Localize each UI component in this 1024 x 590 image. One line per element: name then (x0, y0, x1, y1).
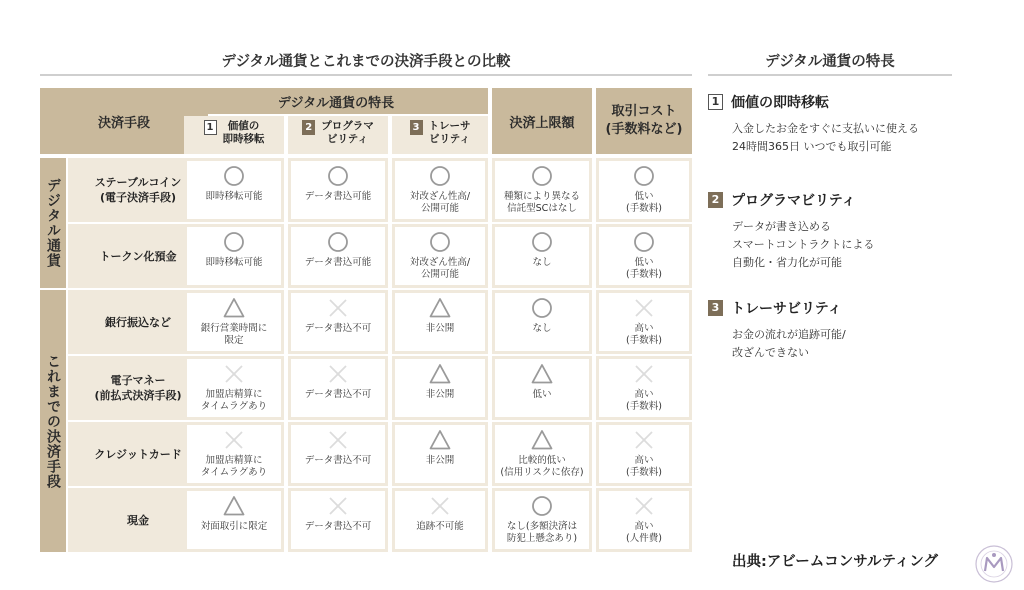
feature-body: データが書き込める スマートコントラクトによる 自動化・省力化が可能 (732, 220, 875, 269)
table-cell (288, 224, 388, 288)
cell-text: 比較的低い (信用リスクに依存) (500, 455, 584, 478)
triangle-mark-icon (429, 297, 451, 319)
subheader-feature-1 (184, 116, 284, 154)
table-cell (184, 224, 284, 288)
cell-content (187, 227, 281, 285)
comparison-title: デジタル通貨とこれまでの決済手段との比較 (221, 54, 511, 70)
header-method: 決済手段 (40, 88, 208, 154)
cell-text: 非公開 (425, 323, 455, 334)
cell-text: 追跡不可能 (416, 521, 464, 532)
cell-text: データ書込不可 (304, 323, 372, 334)
cell-content (495, 161, 589, 219)
table-cell (596, 422, 692, 486)
triangle-mark-icon (223, 297, 245, 319)
cell-text: なし(多額決済は 防犯上懸念あり) (506, 521, 578, 544)
table-cell (392, 422, 488, 486)
cross-mark-icon (633, 429, 655, 451)
table-cell (492, 422, 592, 486)
feature-2 (708, 190, 968, 272)
table-cell (492, 224, 592, 288)
cross-mark-icon (327, 297, 349, 319)
cross-mark-icon (633, 363, 655, 385)
features-divider (708, 74, 952, 76)
table-cell (288, 158, 388, 222)
cell-text: なし (532, 257, 552, 268)
row-label: クレジットカード (68, 422, 208, 486)
category-traditional: これまでの決済手段 (40, 290, 66, 552)
table-cell (596, 290, 692, 354)
circle-mark-icon (327, 231, 349, 253)
circle-mark-icon (633, 165, 655, 187)
cross-mark-icon (633, 297, 655, 319)
cell-content (187, 425, 281, 483)
table-cell (392, 488, 488, 552)
cell-text: なし (532, 323, 552, 334)
cell-content (599, 227, 689, 285)
cell-content (187, 293, 281, 351)
cell-text: 加盟店精算に タイムラグあり (200, 455, 268, 478)
table-cell (184, 356, 284, 420)
cell-text: 高い (手数料) (626, 323, 662, 346)
cell-content (599, 425, 689, 483)
circle-mark-icon (327, 165, 349, 187)
table-cell (492, 158, 592, 222)
comparison-table (40, 88, 692, 550)
feature-number: 1 (204, 120, 217, 135)
feature-3 (708, 298, 968, 362)
feature-number: 3 (410, 120, 423, 135)
table-cell (288, 488, 388, 552)
cross-mark-icon (327, 429, 349, 451)
table-cell (184, 488, 284, 552)
row-label: 電子マネー (前払式決済手段) (68, 356, 208, 420)
feature-title: プログラマビリティ (731, 193, 856, 209)
row-label: トークン化預金 (68, 224, 208, 288)
college-logo-icon (974, 544, 1014, 584)
cell-content (599, 161, 689, 219)
cell-text: データ書込可能 (304, 191, 372, 202)
cell-content (187, 359, 281, 417)
cell-text: 非公開 (425, 455, 455, 466)
cross-mark-icon (223, 429, 245, 451)
cell-text: データ書込不可 (304, 455, 372, 466)
table-cell (392, 224, 488, 288)
table-cell (596, 488, 692, 552)
row-label: 現金 (68, 488, 208, 552)
subheader-feature-3 (392, 116, 488, 154)
cell-content (599, 491, 689, 549)
cell-content (395, 161, 485, 219)
cross-mark-icon (327, 495, 349, 517)
cell-content (291, 359, 385, 417)
cell-text: 加盟店精算に タイムラグあり (200, 389, 268, 412)
cell-content (291, 161, 385, 219)
table-cell (288, 356, 388, 420)
cell-content (395, 293, 485, 351)
cell-content (395, 227, 485, 285)
cell-content (495, 293, 589, 351)
cell-text: 対面取引に限定 (200, 521, 268, 532)
cell-text: データ書込可能 (304, 257, 372, 268)
row-label: ステーブルコイン (電子決済手段) (68, 158, 208, 222)
cell-content (291, 425, 385, 483)
cell-content (395, 359, 485, 417)
cross-mark-icon (429, 495, 451, 517)
triangle-mark-icon (429, 363, 451, 385)
cell-content (291, 293, 385, 351)
source-credit: 出典:アビームコンサルティング (732, 554, 939, 570)
table-cell (392, 290, 488, 354)
table-cell (596, 356, 692, 420)
cell-content (291, 491, 385, 549)
feature-body: お金の流れが追跡可能/ 改ざんできない (732, 328, 846, 359)
feature-1 (708, 92, 968, 156)
title-divider (40, 74, 692, 76)
table-cell (392, 356, 488, 420)
cross-mark-icon (223, 363, 245, 385)
table-cell (288, 422, 388, 486)
cell-text: 高い (手数料) (626, 455, 662, 478)
cell-content (495, 491, 589, 549)
cell-text: 銀行営業時間に 限定 (200, 323, 268, 346)
circle-mark-icon (531, 495, 553, 517)
table-cell (184, 158, 284, 222)
features-title: デジタル通貨の特長 (765, 54, 895, 70)
cell-content (599, 293, 689, 351)
cell-text: 低い (532, 389, 552, 400)
circle-mark-icon (633, 231, 655, 253)
cell-text: 低い (手数料) (626, 257, 662, 280)
feature-title: 価値の即時移転 (731, 95, 829, 111)
cell-content (495, 227, 589, 285)
cell-text: データ書込不可 (304, 389, 372, 400)
feature-title: トレーサビリティ (731, 301, 842, 317)
cell-content (599, 359, 689, 417)
cell-text: 低い (手数料) (626, 191, 662, 214)
header-limit: 決済上限額 (492, 88, 592, 154)
triangle-mark-icon (223, 495, 245, 517)
feature-number: 2 (302, 120, 315, 135)
feature-number: 2 (708, 192, 723, 208)
cell-content (187, 491, 281, 549)
row-label: 銀行振込など (68, 290, 208, 354)
triangle-mark-icon (531, 363, 553, 385)
table-cell (492, 290, 592, 354)
cell-text: 高い (人件費) (626, 521, 662, 544)
triangle-mark-icon (429, 429, 451, 451)
table-cell (184, 422, 284, 486)
table-cell (492, 488, 592, 552)
circle-mark-icon (429, 165, 451, 187)
subheader-label: トレーサ ビリティ (428, 120, 471, 145)
category-digital: デジタル通貨 (40, 158, 66, 288)
circle-mark-icon (429, 231, 451, 253)
table-cell (288, 290, 388, 354)
cell-content (495, 425, 589, 483)
circle-mark-icon (223, 231, 245, 253)
cell-content (495, 359, 589, 417)
circle-mark-icon (531, 231, 553, 253)
cell-text: 高い (手数料) (626, 389, 662, 412)
cell-text: 対改ざん性高/ 公開可能 (409, 257, 471, 280)
subheader-label: 価値の 即時移転 (222, 120, 265, 145)
table-cell (392, 158, 488, 222)
header-cost: 取引コスト (手数料など) (596, 88, 692, 154)
circle-mark-icon (531, 165, 553, 187)
table-cell (596, 158, 692, 222)
cell-content (395, 425, 485, 483)
cell-text: 即時移転可能 (205, 257, 263, 268)
cell-text: 対改ざん性高/ 公開可能 (409, 191, 471, 214)
triangle-mark-icon (531, 429, 553, 451)
cell-content (395, 491, 485, 549)
table-cell (596, 224, 692, 288)
subheader-feature-2 (288, 116, 388, 154)
cell-text: データ書込不可 (304, 521, 372, 532)
header-digital-features: デジタル通貨の特長 (184, 88, 488, 114)
circle-mark-icon (223, 165, 245, 187)
feature-number: 1 (708, 94, 723, 110)
feature-number: 3 (708, 300, 723, 316)
feature-body: 入金したお金をすぐに支払いに使える 24時間365日 いつでも取引可能 (732, 122, 919, 153)
cell-content (187, 161, 281, 219)
cell-content (291, 227, 385, 285)
cell-text: 即時移転可能 (205, 191, 263, 202)
cell-text: 種類により異なる 信託型SCはなし (503, 191, 580, 214)
table-cell (492, 356, 592, 420)
cell-text: 非公開 (425, 389, 455, 400)
table-cell (184, 290, 284, 354)
subheader-label: プログラマ ビリティ (321, 120, 374, 145)
cross-mark-icon (327, 363, 349, 385)
circle-mark-icon (531, 297, 553, 319)
cross-mark-icon (633, 495, 655, 517)
